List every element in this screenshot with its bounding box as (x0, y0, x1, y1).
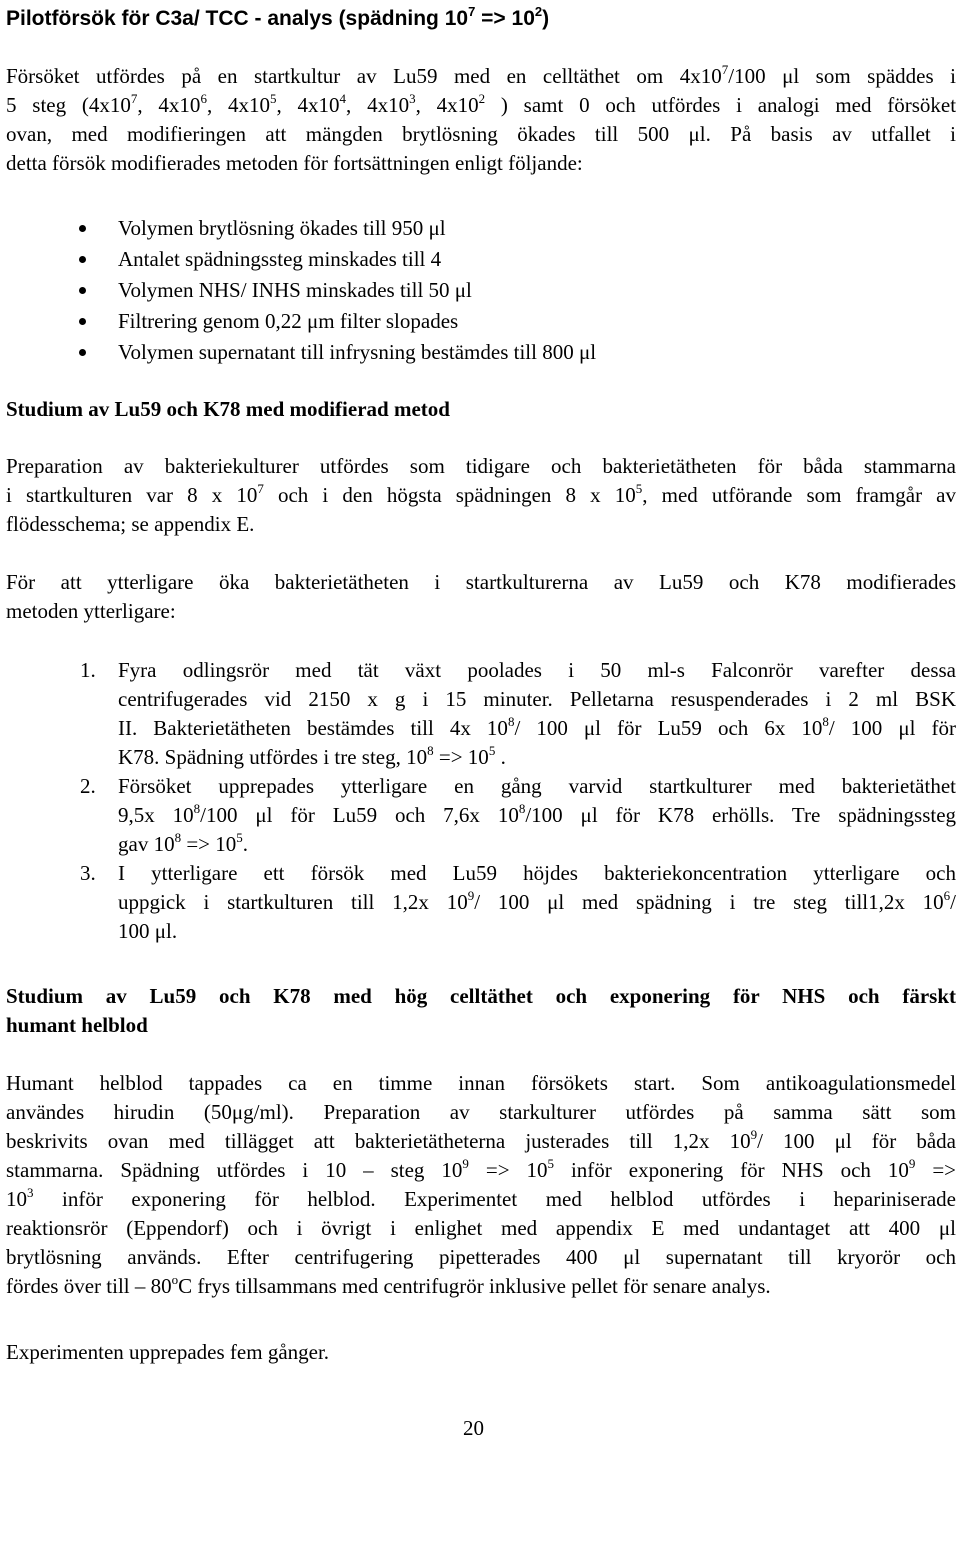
preparation-paragraph: Preparation av bakteriekulturer utfördes som tidigare och bakterietätheten för båda stammarna i startkulturen var 8 x $10^7$ och i den högsta spädningen 8 x $10^5$, med utförande som framgår av flödesschema; se appendix E. (6, 454, 956, 536)
helblod-paragraph: Humant helblod tappades ca en timme innan försökets start. Som antikoagulationsmedel användes hirudin (50μg/ml). Preparation av starkulturer utfördes på samma sätt som beskrivits ovan med tillägget att bakterietätheterna justerades till 1,2x $10^9/$ 100 μl för båda stammarna. Spädning utfördes i 10 – steg $10^9 => 10^5$ inför exponering för NHS och $10^9$ => $10^3$ inför exponering för helblod. Experimentet med helblod utfördes i hepariniserade reaktionsrör (Eppendorf) och i övrigt i enlighet med appendix E med undantaget att 400 μl brytlösning används. Efter centrifugering pipetterades 400 μl supernatant till kryorör och fördes över till – 80$^o$C frys tillsammans med centrifugrör inklusive pellet för senare analys. (6, 1071, 957, 1298)
bullet-icon (79, 256, 86, 263)
list-item: Volymen supernatant till infrysning bestämdes till 800 μl (6, 338, 596, 369)
list-item: Volymen NHS/ INHS minskades till 50 μl (6, 276, 596, 307)
bullet-icon (79, 287, 86, 294)
list-item: Volymen brytlösning ökades till 950 μl (6, 214, 596, 245)
list-item: Antalet spädningssteg minskades till 4 (6, 245, 596, 276)
bullet-icon (79, 225, 86, 232)
list-item: 3. I ytterligare ett försök med Lu59 höjdes bakteriekoncentration ytterligare och uppgick i startkulturen till 1,2x $10^9/$ 100 μl med spädning i tre steg till1,2x $10^6/$ 100 μl. (80, 861, 957, 943)
bullet-icon (79, 318, 86, 325)
list-item: 2. Försöket upprepades ytterligare en gång varvid startkulturer med bakterietäthet 9,5x $10^8/100$ μl för Lu59 och 7,6x $10^8/100$ μl för K78 erhölls. Tre spädningssteg gav $10^8 => 10^5$. (80, 774, 957, 856)
section-heading: Studium av Lu59 och K78 med hög celltäthet och exponering för NHS och färskt humant helblod (6, 984, 956, 1037)
modification-list (6, 214, 596, 369)
steps-list (6, 656, 956, 946)
intro-paragraph: Försöket utfördes på en startkultur av Lu59 med en celltäthet om $4x10^7/100$ μl som späddes i 5 steg ($4x10^7$, $4x10^6$, $4x10^5$, $4x10^4$, $4x10^3$, $4x10^2$ ) samt 0 och utfördes i analogi med försöket ovan, med modifieringen att mängden brytlösning ökades till 500 μl. På basis av utfallet i detta försök modifierades metoden för fortsättningen enligt följande: (6, 62, 957, 175)
list-item: Filtrering genom 0,22 μm filter slopades (6, 307, 596, 338)
bullet-icon (79, 349, 86, 356)
closing-paragraph: Experimenten upprepades fem gånger. (6, 1340, 330, 1364)
section-heading: Studium av Lu59 och K78 med modifierad metod (6, 397, 450, 421)
further-paragraph: För att ytterligare öka bakterietätheten i startkulturerna av Lu59 och K78 modifierades metoden ytterligare: (6, 570, 956, 623)
page-title: Pilotförsök för C3a/ TCC - analys (spädning $10^7 => 10^2$) (6, 4, 550, 30)
page-number: 20 (463, 1416, 484, 1440)
list-item: 1. Fyra odlingsrör med tät växt poolades i 50 ml-s Falconrör varefter dessa centrifugerades vid 2150 x g i 15 minuter. Pelletarna resuspenderades i 2 ml BSK II. Bakterietätheten bestämdes till 4x $10^8/$ 100 μl för Lu59 och 6x $10^8/$ 100 μl för K78. Spädning utfördes i tre steg, $10^8 => 10^5$ . (80, 658, 956, 769)
